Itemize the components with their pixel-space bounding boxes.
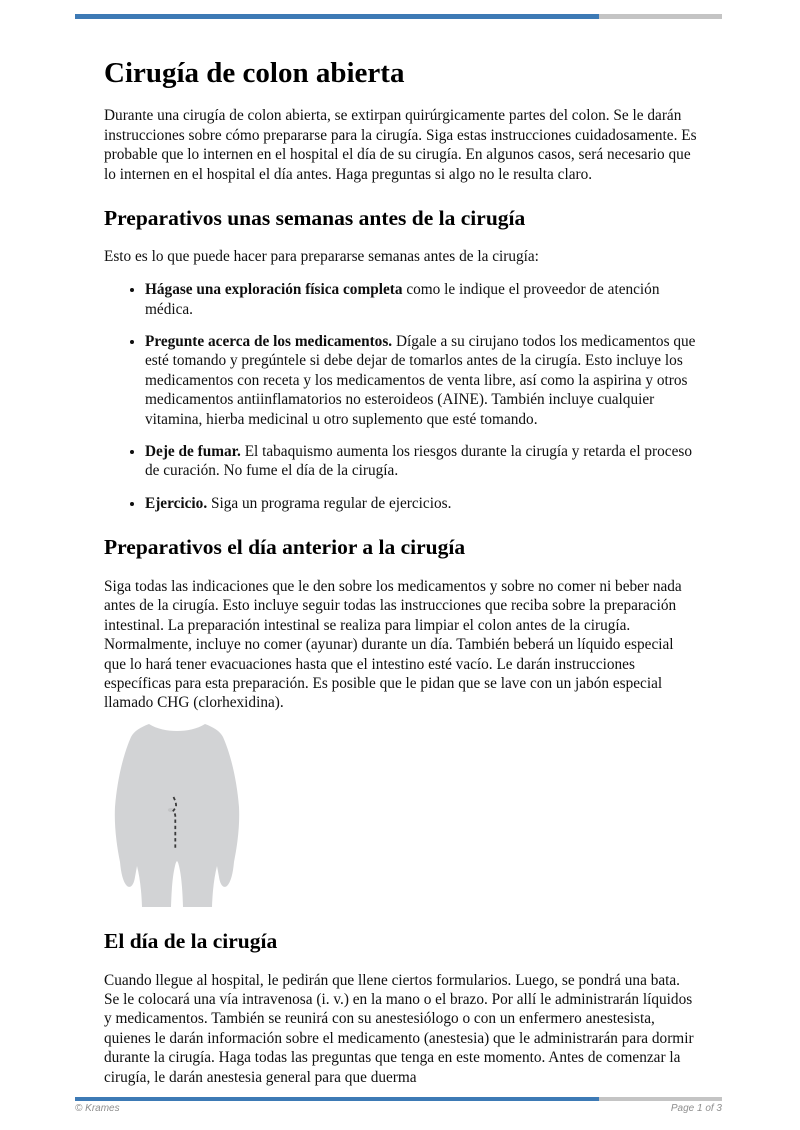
page-number-label: Page 1 of 3 [670,1103,722,1114]
bullet-lead: Pregunte acerca de los medicamentos. [145,332,393,350]
bullet-lead: Hágase una exploración física completa [145,281,403,299]
section-heading-day-before: Preparativos el día anterior a la cirugía [104,535,466,560]
bullet-text: como le indique el proveedor de atención médica. [145,281,660,318]
surgery-day-paragraph: Cuando llegue al hospital, le pedirán que llene ciertos formularios. Luego, se pondrá una bata. Se le colocará una vía intravenosa (i. v.) en la mano o el brazo. Por allí le administrarán líquidos y medicamentos. También se reunirá con su anestesiólogo o con un enfermero anestesista, quienes le darán información sobre el medicamento (anestesia) que le administrarán para dormir durante la cirugía. Haga todas las preguntas que tenga en este momento. Antes de comenzar la cirugía, le darán anestesia general para que duerma [104,971,694,1086]
bullet-text: El tabaquismo aumenta los riesgos durante la cirugía y retarda el proceso de curación. No fume el día de la cirugía. [145,443,692,480]
footer-divider-rule [75,1097,722,1101]
body-silhouette-shape [115,724,239,907]
list-item-exercise [145,494,697,513]
bullet-text: Siga un programa regular de ejercicios. [210,494,452,512]
preparation-bullet-list [104,280,697,513]
list-item-physical-exam [145,280,697,319]
intro-paragraph: Durante una cirugía de colon abierta, se extirpan quirúrgicamente partes del colon. Se le darán instrucciones sobre cómo prepararse para la cirugía. Siga estas instrucciones cuidadosamente. Es probable que lo internen en el hospital el día de su cirugía. En algunos casos, será necesario que lo internen en el hospital el día antes. Haga preguntas si algo no le resulta claro. [104,107,697,183]
section-intro-text: Esto es lo que puede hacer para prepararse semanas antes de la cirugía: [104,247,539,265]
section-heading-weeks-before: Preparativos unas semanas antes de la cirugía [104,205,526,230]
bullet-text: Dígale a su cirujano todos los medicamentos que esté tomando y pregúntele si debe dejar de tomarlos antes de la cirugía. Esto incluye los medicamentos con receta y los medicamentos de venta libre, así como la aspirina y otros medicamentos antiinflamatorios no esteroideos (AINE). También incluye cualquier vitamina, hierba medicinal u otro suplemento que esté tomando. [145,332,696,428]
bullet-lead: Ejercicio. [145,494,208,512]
footer-divider-gray-segment [599,1097,722,1101]
page-title: Cirugía de colon abierta [104,57,405,89]
list-item-stop-smoking [145,442,697,481]
page-footer [75,1103,722,1114]
copyright-label: © Krames [75,1103,120,1114]
section-heading-surgery-day: El día de la cirugía [104,928,278,953]
list-item-medications [145,332,697,429]
torso-silhouette-icon [107,721,247,907]
day-before-paragraph: Siga todas las indicaciones que le den sobre los medicamentos y sobre no comer ni beber nada antes de la cirugía. Esto incluye seguir todas las instrucciones que reciba sobre la preparación intestinal. La preparación intestinal se realiza para limpiar el colon antes de la cirugía. Normalmente, incluye no comer (ayunar) durante un día. También beberá un líquido especial que lo hará tener evacuaciones hasta que el intestino esté vacío. Le darán instrucciones específicas para esta preparación. Es posible que le pidan que se lave con un jabón especial llamado CHG (clorhexidina). [104,578,682,712]
torso-incision-illustration [107,721,247,907]
bullet-lead: Deje de fumar. [145,443,241,461]
footer-divider-blue-segment [75,1097,599,1101]
